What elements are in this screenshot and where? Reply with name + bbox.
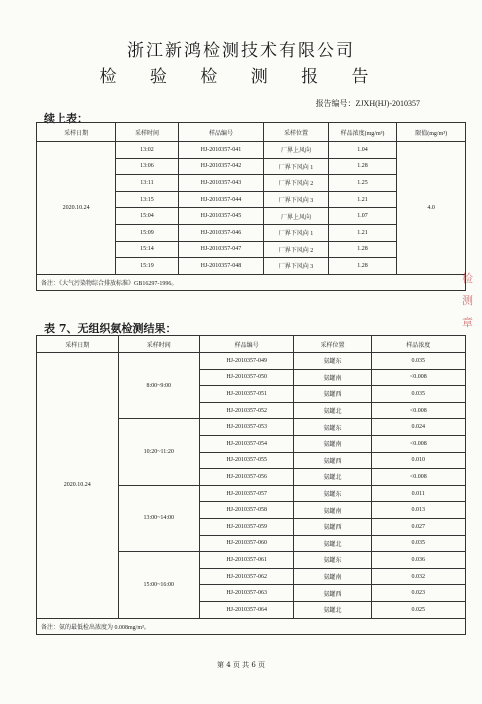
location-cell: 厂界下风向 3 <box>264 258 328 275</box>
date-cell: 2020.10.24 <box>37 142 116 275</box>
table-continued <box>36 122 466 291</box>
location-cell: 氨罐南 <box>294 568 371 585</box>
time-cell: 13:02 <box>116 142 178 159</box>
concentration-cell: 1.04 <box>328 142 397 159</box>
page-number: 第 4 页 共 6 页 <box>216 661 266 669</box>
location-cell: 氨罐东 <box>294 353 371 370</box>
concentration-cell: 0.032 <box>371 568 465 585</box>
concentration-cell: <0.008 <box>371 469 465 486</box>
concentration-cell: 0.027 <box>371 518 465 535</box>
header-cell: 采样日期 <box>37 123 116 142</box>
location-cell: 氨罐东 <box>294 552 371 569</box>
time-cell: 13:11 <box>116 175 178 192</box>
header-cell: 采样位置 <box>264 123 328 142</box>
concentration-cell: 0.023 <box>371 585 465 602</box>
sample-id-cell: HJ-2010357-049 <box>200 353 294 370</box>
time-cell: 13:15 <box>116 191 178 208</box>
location-cell: 厂界上风向 <box>264 208 328 225</box>
concentration-cell: 0.035 <box>371 353 465 370</box>
header-cell: 采样时间 <box>118 336 200 353</box>
time-cell: 13:06 <box>116 158 178 175</box>
header-cell: 采样位置 <box>294 336 371 353</box>
concentration-cell: 1.28 <box>328 241 397 258</box>
concentration-cell: 0.024 <box>371 419 465 436</box>
sample-id-cell: HJ-2010357-046 <box>178 224 264 241</box>
location-cell: 氨罐北 <box>294 535 371 552</box>
concentration-cell: 1.28 <box>328 258 397 275</box>
sample-id-cell: HJ-2010357-059 <box>200 518 294 535</box>
date-cell: 2020.10.24 <box>37 353 119 619</box>
time-cell: 8:00~9:00 <box>118 353 200 419</box>
location-cell: 氨罐西 <box>294 386 371 403</box>
limit-cell: 4.0 <box>397 142 466 275</box>
company-name: 浙江新鸿检测技术有限公司 <box>127 41 355 61</box>
sample-id-cell: HJ-2010357-057 <box>200 485 294 502</box>
sample-id-cell: HJ-2010357-048 <box>178 258 264 275</box>
location-cell: 氨罐东 <box>294 485 371 502</box>
table-7-ammonia <box>36 335 466 635</box>
location-cell: 氨罐西 <box>294 585 371 602</box>
time-cell: 15:19 <box>116 258 178 275</box>
sample-id-cell: HJ-2010357-051 <box>200 386 294 403</box>
location-cell: 厂界上风向 <box>264 142 328 159</box>
location-cell: 厂界下风向 1 <box>264 224 328 241</box>
header-cell: 样品编号 <box>200 336 294 353</box>
section2-heading: 表 7、无组织氨检测结果： <box>44 322 177 335</box>
concentration-cell: <0.008 <box>371 402 465 419</box>
red-seal-stamp: 检 测 章 <box>462 272 473 329</box>
table-header-row <box>37 123 466 142</box>
sample-id-cell: HJ-2010357-063 <box>200 585 294 602</box>
location-cell: 厂界下风向 3 <box>264 191 328 208</box>
sample-id-cell: HJ-2010357-043 <box>178 175 264 192</box>
sample-id-cell: HJ-2010357-045 <box>178 208 264 225</box>
table-row <box>37 142 466 159</box>
location-cell: 厂界下风向 2 <box>264 241 328 258</box>
sample-id-cell: HJ-2010357-058 <box>200 502 294 519</box>
table-header-row <box>37 336 466 353</box>
sample-id-cell: HJ-2010357-044 <box>178 191 264 208</box>
header-cell: 采样时间 <box>116 123 178 142</box>
sample-id-cell: HJ-2010357-052 <box>200 402 294 419</box>
location-cell: 厂界下风向 1 <box>264 158 328 175</box>
concentration-cell: 0.035 <box>371 386 465 403</box>
time-cell: 15:04 <box>116 208 178 225</box>
report-title: 检 验 检 测 报 告 <box>99 67 383 87</box>
sample-id-cell: HJ-2010357-041 <box>178 142 264 159</box>
concentration-cell: <0.008 <box>371 435 465 452</box>
concentration-cell: 0.036 <box>371 552 465 569</box>
header-cell: 样品浓度(mg/m³) <box>328 123 397 142</box>
location-cell: 氨罐南 <box>294 435 371 452</box>
sample-id-cell: HJ-2010357-054 <box>200 435 294 452</box>
concentration-cell: 0.025 <box>371 601 465 618</box>
concentration-cell: 0.035 <box>371 535 465 552</box>
time-cell: 15:14 <box>116 241 178 258</box>
sample-id-cell: HJ-2010357-064 <box>200 601 294 618</box>
concentration-cell: 1.21 <box>328 224 397 241</box>
location-cell: 氨罐东 <box>294 419 371 436</box>
time-cell: 13:00~14:00 <box>118 485 200 551</box>
note-row <box>37 618 466 635</box>
sample-id-cell: HJ-2010357-055 <box>200 452 294 469</box>
sample-id-cell: HJ-2010357-056 <box>200 469 294 486</box>
location-cell: 氨罐北 <box>294 402 371 419</box>
time-cell: 10:20~11:20 <box>118 419 200 485</box>
concentration-cell: 1.07 <box>328 208 397 225</box>
concentration-cell: 0.013 <box>371 502 465 519</box>
location-cell: 氨罐北 <box>294 469 371 486</box>
concentration-cell: 1.25 <box>328 175 397 192</box>
header-cell: 采样日期 <box>37 336 119 353</box>
header-cell: 限值(mg/m³) <box>397 123 466 142</box>
time-cell: 15:00~16:00 <box>118 552 200 618</box>
concentration-cell: 0.011 <box>371 485 465 502</box>
time-cell: 15:09 <box>116 224 178 241</box>
header-cell: 样品浓度 <box>371 336 465 353</box>
report-number: 报告编号：ZJXH(HJ)-2010357 <box>315 99 420 108</box>
sample-id-cell: HJ-2010357-053 <box>200 419 294 436</box>
sample-id-cell: HJ-2010357-060 <box>200 535 294 552</box>
location-cell: 氨罐西 <box>294 452 371 469</box>
note-cell: 备注：《大气污染物综合排放标准》GB16297-1996。 <box>37 274 466 291</box>
concentration-cell: <0.008 <box>371 369 465 386</box>
section1-heading: 续上表： <box>44 112 88 125</box>
sample-id-cell: HJ-2010357-042 <box>178 158 264 175</box>
concentration-cell: 1.28 <box>328 158 397 175</box>
concentration-cell: 0.010 <box>371 452 465 469</box>
note-row <box>37 274 466 291</box>
table-row <box>37 353 466 370</box>
location-cell: 氨罐南 <box>294 502 371 519</box>
concentration-cell: 1.21 <box>328 191 397 208</box>
sample-id-cell: HJ-2010357-050 <box>200 369 294 386</box>
note-cell: 备注：氨的最低检出浓度为 0.008mg/m³。 <box>37 618 466 635</box>
sample-id-cell: HJ-2010357-061 <box>200 552 294 569</box>
sample-id-cell: HJ-2010357-062 <box>200 568 294 585</box>
location-cell: 厂界下风向 2 <box>264 175 328 192</box>
header-cell: 样品编号 <box>178 123 264 142</box>
location-cell: 氨罐南 <box>294 369 371 386</box>
location-cell: 氨罐北 <box>294 601 371 618</box>
sample-id-cell: HJ-2010357-047 <box>178 241 264 258</box>
location-cell: 氨罐西 <box>294 518 371 535</box>
